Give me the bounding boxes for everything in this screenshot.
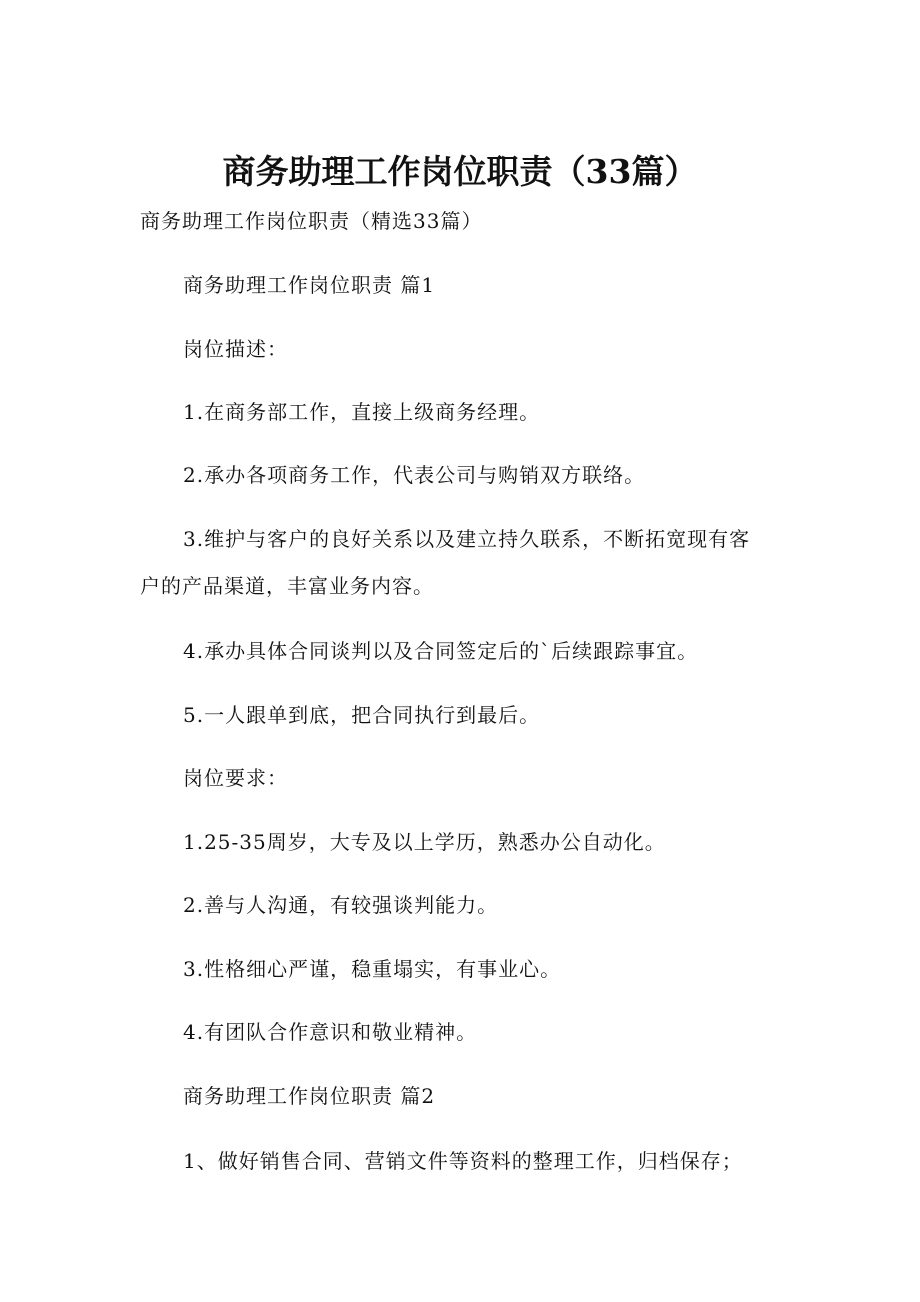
paragraph-item: 3.性格细心严谨，稳重塌实，有事业心。 — [183, 957, 562, 981]
paragraph-item: 3.维护与客户的良好关系以及建立持久联系，不断拓宽现有客 — [183, 527, 751, 551]
paragraph-item: 1.在商务部工作，直接上级商务经理。 — [183, 400, 541, 424]
page-title: 商务助理工作岗位职责（33篇） — [222, 152, 698, 191]
paragraph-item: 1.25-35周岁，大专及以上学历，熟悉办公自动化。 — [183, 830, 666, 854]
paragraph-item-continuation: 户的产品渠道，丰富业务内容。 — [140, 574, 434, 598]
subtitle: 商务助理工作岗位职责（精选33篇） — [140, 209, 483, 233]
paragraph-item: 2.承办各项商务工作，代表公司与购销双方联络。 — [183, 463, 646, 487]
paragraph-item: 1、做好销售合同、营销文件等资料的整理工作，归档保存； — [183, 1149, 743, 1173]
section-heading-2: 商务助理工作岗位职责 篇2 — [183, 1084, 436, 1108]
paragraph-item: 4.有团队合作意识和敬业精神。 — [183, 1020, 478, 1044]
paragraph-item: 2.善与人沟通，有较强谈判能力。 — [183, 893, 499, 917]
paragraph-item: 4.承办具体合同谈判以及合同签定后的`后续跟踪事宜。 — [183, 639, 699, 663]
paragraph-item: 5.一人跟单到底，把合同执行到最后。 — [183, 703, 541, 727]
section-heading-1: 商务助理工作岗位职责 篇1 — [183, 273, 436, 297]
paragraph-job-description-heading: 岗位描述： — [183, 337, 288, 361]
paragraph-job-requirements-heading: 岗位要求： — [183, 766, 288, 790]
